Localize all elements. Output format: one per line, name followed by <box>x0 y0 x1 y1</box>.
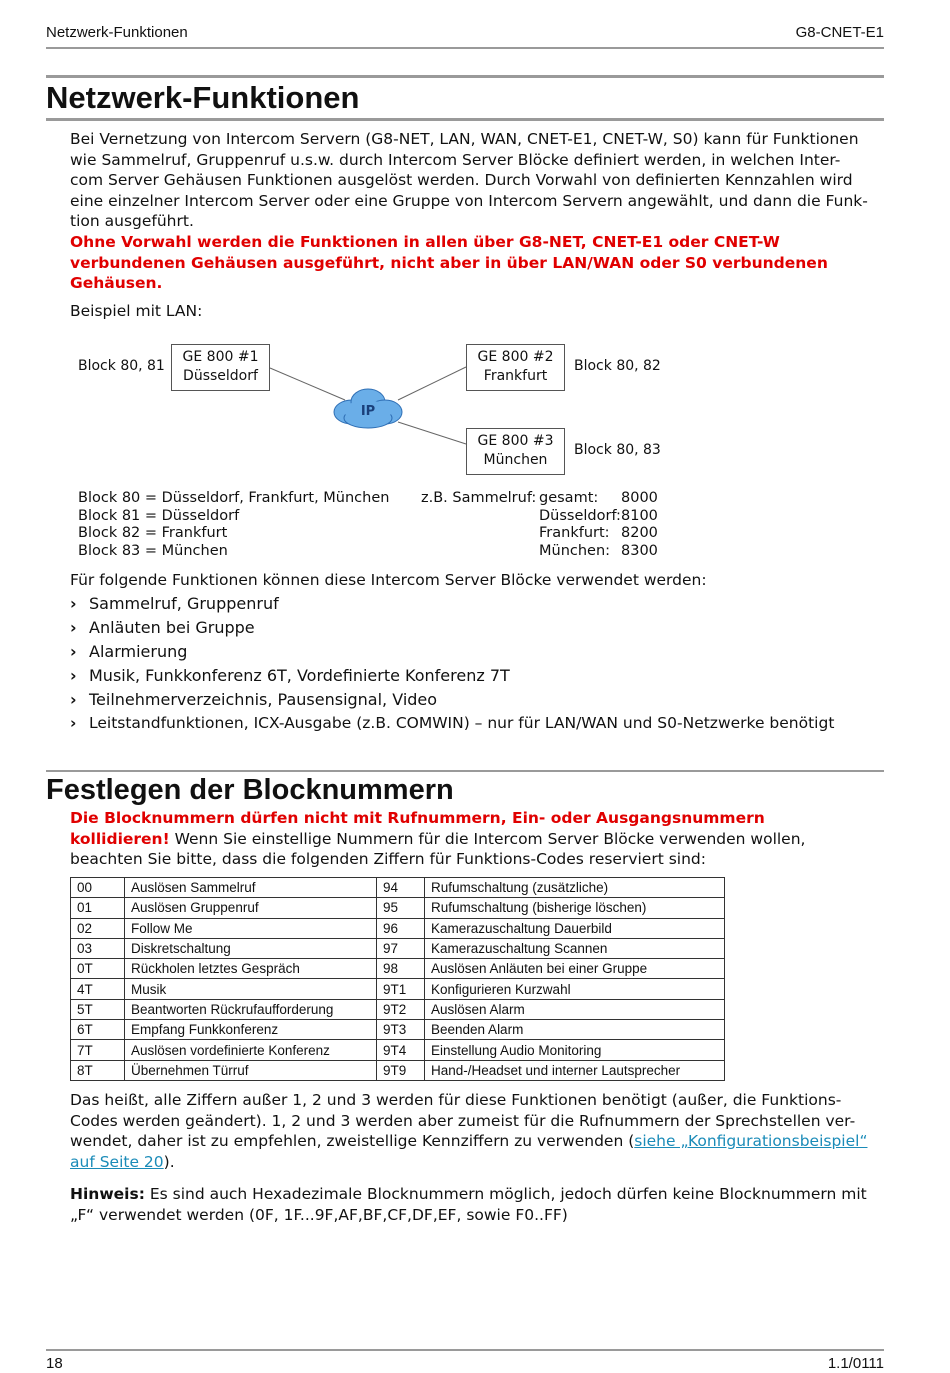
table-row <box>71 898 725 918</box>
block-label-frankfurt: Block 80, 82 <box>574 358 661 374</box>
sammelruf-names <box>539 490 621 561</box>
intro-line: com Server Gehäusen Funktionen ausgelöst werden. Durch Vorwahl von definierten Kennzahlen wird <box>70 171 853 190</box>
table-cell: Auslösen Alarm <box>425 999 725 1019</box>
table-cell: Konfigurieren Kurzwahl <box>425 979 725 999</box>
table-cell: 95 <box>377 898 425 918</box>
chevron-right-icon: › <box>70 642 77 661</box>
table-row <box>71 979 725 999</box>
table-cell: Auslösen Sammelruf <box>125 878 377 898</box>
table-cell: 02 <box>71 918 125 938</box>
list-item <box>70 714 834 732</box>
block-line: Block 82 = Frankfurt <box>78 525 228 542</box>
block-line: Block 83 = München <box>78 543 228 560</box>
header-rule <box>46 47 884 49</box>
sammelruf-number: 8300 <box>621 543 658 560</box>
sammelruf-name: München: <box>539 543 611 560</box>
box-line: GE 800 #3 <box>477 433 554 449</box>
intro-line: eine einzelner Intercom Server oder eine Gruppe von Intercom Servern angewählt, und dann die Funk- <box>70 191 868 210</box>
warning-line: Gehäusen. <box>70 274 163 293</box>
cloud-label: IP <box>360 404 376 419</box>
table-cell: Hand-/Headset und interner Lautsprecher <box>425 1060 725 1080</box>
list-item-text: Anläuten bei Gruppe <box>89 618 255 637</box>
table-row <box>71 999 725 1019</box>
cross-reference-link[interactable]: siehe „Konfigurationsbeispiel“ <box>634 1132 868 1151</box>
warning-line: Die Blocknummern dürfen nicht mit Rufnummern, Ein- oder Ausgangsnummern <box>70 809 765 827</box>
table-cell: 9T4 <box>377 1040 425 1060</box>
table-row <box>71 878 725 898</box>
chevron-right-icon: › <box>70 666 77 685</box>
table-cell: 4T <box>71 979 125 999</box>
list-item-text: Leitstandfunktionen, ICX-Ausgabe (z.B. COMWIN) – nur für LAN/WAN und S0-Netzwerke benötigt <box>89 714 835 732</box>
table-cell: 9T3 <box>377 1020 425 1040</box>
sammelruf-name: gesamt: <box>539 490 599 506</box>
table-cell: Kamerazuschaltung Dauerbild <box>425 918 725 938</box>
table-cell: Auslösen Anläuten bei einer Gruppe <box>425 959 725 979</box>
section-rule-bottom <box>46 118 884 121</box>
table-cell: Rufumschaltung (zusätzliche) <box>425 878 725 898</box>
server-box-duesseldorf <box>171 344 270 391</box>
section-title: Netzwerk-Funktionen <box>46 80 360 115</box>
sammelruf-name: Düsseldorf: <box>539 507 621 524</box>
paragraph-text: wendet, daher ist zu empfehlen, zweistellige Kennziffern zu verwenden ( <box>70 1132 635 1151</box>
table-cell: 00 <box>71 878 125 898</box>
intro-line: Bei Vernetzung von Intercom Servern (G8-NET, LAN, WAN, CNET-E1, CNET-W, S0) kann für Funktionen <box>70 130 859 148</box>
functions-intro: Für folgende Funktionen können diese Intercom Server Blöcke verwendet werden: <box>70 571 707 589</box>
list-item-text: Alarmierung <box>89 642 188 661</box>
box-line: München <box>483 452 548 468</box>
function-codes-table <box>70 877 725 1081</box>
paragraph-line <box>70 1131 884 1152</box>
paragraph-text: ). <box>163 1152 175 1171</box>
paragraph-line <box>70 1184 884 1205</box>
table-cell: Follow Me <box>125 918 377 938</box>
block-line: Block 81 = Düsseldorf <box>78 507 240 524</box>
warning-line: verbundenen Gehäusen ausgeführt, nicht aber in über LAN/WAN oder S0 verbundenen <box>70 253 828 272</box>
hint-label: Hinweis: <box>70 1185 145 1203</box>
table-cell: Übernehmen Türruf <box>125 1060 377 1080</box>
running-header-left: Netzwerk-Funktionen <box>46 24 188 41</box>
section-rule-top <box>46 75 884 78</box>
table-cell: Musik <box>125 979 377 999</box>
paragraph-text: Es sind auch Hexadezimale Blocknummern möglich, jedoch dürfen keine Blocknummern mit <box>144 1185 867 1203</box>
chevron-right-icon: › <box>70 618 77 637</box>
table-row <box>71 1060 725 1080</box>
hint-paragraph <box>70 1184 884 1225</box>
block-label-muenchen: Block 80, 83 <box>574 442 661 458</box>
paragraph-line: Das heißt, alle Ziffern außer 1, 2 und 3 werden für diese Funktionen benötigt (außer, die Funktions- <box>70 1091 842 1109</box>
table-cell: Einstellung Audio Monitoring <box>425 1040 725 1060</box>
cross-reference-link[interactable]: auf Seite 20 <box>70 1152 164 1171</box>
sammelruf-number: 8200 <box>621 525 658 542</box>
box-line: GE 800 #1 <box>182 349 259 365</box>
sammelruf-number: 8100 <box>621 507 658 524</box>
table-row <box>71 1020 725 1040</box>
paragraph-text: Wenn Sie einstellige Nummern für die Intercom Server Blöcke verwenden wollen, <box>169 829 806 848</box>
sammelruf-label: z.B. Sammelruf: <box>421 490 537 506</box>
block-line: Block 80 = Düsseldorf, Frankfurt, München <box>78 490 390 506</box>
list-item <box>70 690 437 709</box>
table-cell: Rufumschaltung (bisherige löschen) <box>425 898 725 918</box>
block-definitions <box>78 490 389 561</box>
table-cell: Auslösen vordefinierte Konferenz <box>125 1040 377 1060</box>
table-cell: 5T <box>71 999 125 1019</box>
table-cell: 03 <box>71 938 125 958</box>
table-row <box>71 1040 725 1060</box>
page-number: 18 <box>46 1355 63 1372</box>
section2-rule <box>46 770 884 772</box>
sammelruf-numbers <box>621 490 658 561</box>
server-box-muenchen <box>466 428 565 475</box>
table-cell: Rückholen letztes Gespräch <box>125 959 377 979</box>
box-line: Düsseldorf <box>183 368 258 384</box>
table-cell: 8T <box>71 1060 125 1080</box>
intro-line: tion ausgeführt. <box>70 212 194 231</box>
table-cell: Beenden Alarm <box>425 1020 725 1040</box>
example-label: Beispiel mit LAN: <box>70 302 203 320</box>
box-line: Frankfurt <box>483 368 548 384</box>
block-label-duesseldorf: Block 80, 81 <box>78 358 165 374</box>
list-item <box>70 642 187 661</box>
table-cell: 0T <box>71 959 125 979</box>
section2-title: Festlegen der Blocknummern <box>46 774 454 806</box>
box-line: GE 800 #2 <box>477 349 554 365</box>
intro-line: wie Sammelruf, Gruppenruf u.s.w. durch Intercom Server Blöcke definiert werden, in welchen Inter- <box>70 150 841 169</box>
warning-line: Ohne Vorwahl werden die Funktionen in allen über G8-NET, CNET-E1 oder CNET-W <box>70 232 780 251</box>
table-row <box>71 959 725 979</box>
list-item <box>70 594 279 613</box>
list-item-text: Sammelruf, Gruppenruf <box>89 594 279 613</box>
table-cell: 9T9 <box>377 1060 425 1080</box>
table-cell: 97 <box>377 938 425 958</box>
table-cell: Empfang Funkkonferenz <box>125 1020 377 1040</box>
document-version: 1.1/0111 <box>827 1355 884 1372</box>
table-cell: 9T2 <box>377 999 425 1019</box>
sammelruf-name: Frankfurt: <box>539 525 610 542</box>
table-cell: Kamerazuschaltung Scannen <box>425 938 725 958</box>
warning-text: kollidieren! <box>70 829 170 848</box>
table-cell: 94 <box>377 878 425 898</box>
list-item <box>70 666 510 685</box>
server-box-frankfurt <box>466 344 565 391</box>
table-cell: Beantworten Rückrufaufforderung <box>125 999 377 1019</box>
network-diagram-lines <box>0 330 700 490</box>
table-cell: 6T <box>71 1020 125 1040</box>
sammelruf-number: 8000 <box>621 490 658 506</box>
chevron-right-icon: › <box>70 714 77 732</box>
table-row <box>71 918 725 938</box>
section2-paragraph <box>70 808 884 870</box>
paragraph-line: beachten Sie bitte, dass die folgenden Ziffern für Funktions-Codes reserviert sind: <box>70 850 706 869</box>
list-item-text: Teilnehmerverzeichnis, Pausensignal, Video <box>89 690 438 709</box>
intro-paragraph <box>70 129 884 294</box>
after-table-paragraph <box>70 1090 884 1172</box>
table-cell: 98 <box>377 959 425 979</box>
table-cell: Auslösen Gruppenruf <box>125 898 377 918</box>
paragraph-line <box>70 1152 884 1173</box>
running-header-right: G8-CNET-E1 <box>795 24 884 41</box>
paragraph-line: Codes werden geändert). 1, 2 und 3 werden aber zumeist für die Rufnummern der Sprechstellen ver- <box>70 1111 856 1130</box>
table-cell: 7T <box>71 1040 125 1060</box>
ip-cloud-icon <box>334 389 402 428</box>
footer-rule <box>46 1349 884 1351</box>
list-item-text: Musik, Funkkonferenz 6T, Vordefinierte Konferenz 7T <box>89 666 510 685</box>
table-cell: 01 <box>71 898 125 918</box>
chevron-right-icon: › <box>70 690 77 709</box>
list-item <box>70 618 255 637</box>
paragraph-line: „F“ verwendet werden (0F, 1F...9F,AF,BF,CF,DF,EF, sowie F0..FF) <box>70 1205 568 1224</box>
chevron-right-icon: › <box>70 594 77 613</box>
table-cell: 96 <box>377 918 425 938</box>
table-cell: Diskretschaltung <box>125 938 377 958</box>
table-row <box>71 938 725 958</box>
paragraph-line <box>70 829 884 850</box>
table-cell: 9T1 <box>377 979 425 999</box>
